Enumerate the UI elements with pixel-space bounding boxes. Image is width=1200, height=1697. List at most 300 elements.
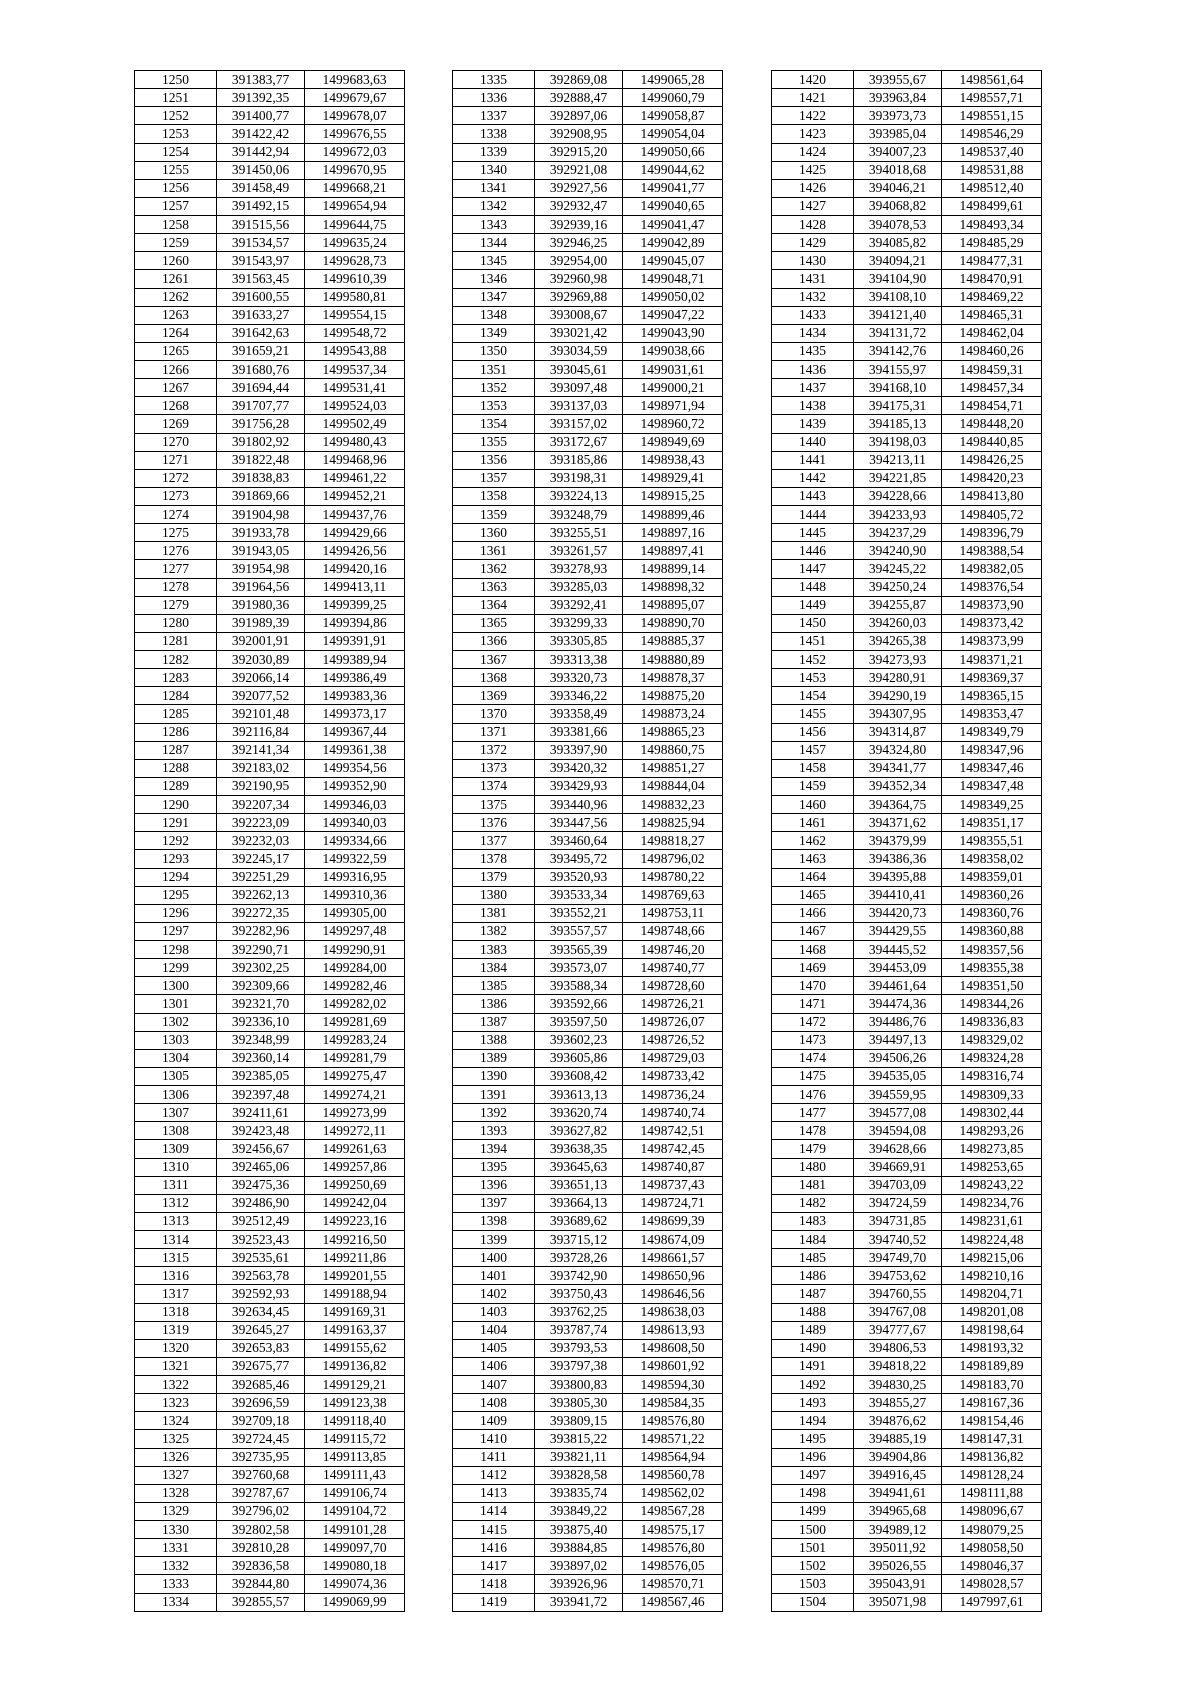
x-coordinate-cell: 391534,57 [217, 234, 305, 252]
point-number-cell: 1424 [772, 143, 854, 161]
y-coordinate-cell: 1498740,74 [623, 1104, 723, 1122]
table-row [135, 1285, 405, 1303]
x-coordinate-cell: 394341,77 [854, 759, 942, 777]
table-row [772, 179, 1042, 197]
x-coordinate-cell: 393034,59 [535, 342, 623, 360]
table-row [772, 759, 1042, 777]
y-coordinate-cell: 1499065,28 [623, 71, 723, 89]
x-coordinate-cell: 394453,09 [854, 959, 942, 977]
x-coordinate-cell: 392954,00 [535, 252, 623, 270]
table-row [453, 596, 723, 614]
x-coordinate-cell: 392653,83 [217, 1339, 305, 1357]
table-row [772, 578, 1042, 596]
table-row [772, 1013, 1042, 1031]
x-coordinate-cell: 394731,85 [854, 1212, 942, 1230]
table-row [453, 941, 723, 959]
x-coordinate-cell: 393985,04 [854, 125, 942, 143]
point-number-cell: 1369 [453, 687, 535, 705]
point-number-cell: 1271 [135, 451, 217, 469]
y-coordinate-cell: 1499223,16 [305, 1212, 405, 1230]
table-row [772, 1339, 1042, 1357]
table-row [453, 89, 723, 107]
x-coordinate-cell: 392207,34 [217, 796, 305, 814]
point-number-cell: 1493 [772, 1394, 854, 1412]
table-row [453, 1502, 723, 1520]
y-coordinate-cell: 1499104,72 [305, 1502, 405, 1520]
y-coordinate-cell: 1498344,26 [942, 995, 1042, 1013]
point-number-cell: 1421 [772, 89, 854, 107]
y-coordinate-cell: 1498210,16 [942, 1267, 1042, 1285]
x-coordinate-cell: 393787,74 [535, 1321, 623, 1339]
x-coordinate-cell: 394740,52 [854, 1231, 942, 1249]
y-coordinate-cell: 1499216,50 [305, 1231, 405, 1249]
point-number-cell: 1399 [453, 1231, 535, 1249]
x-coordinate-cell: 394559,95 [854, 1086, 942, 1104]
y-coordinate-cell: 1498420,23 [942, 469, 1042, 487]
point-number-cell: 1396 [453, 1176, 535, 1194]
y-coordinate-cell: 1499201,55 [305, 1267, 405, 1285]
point-number-cell: 1397 [453, 1194, 535, 1212]
y-coordinate-cell: 1498128,24 [942, 1466, 1042, 1484]
y-coordinate-cell: 1498469,22 [942, 288, 1042, 306]
table-row [772, 1412, 1042, 1430]
y-coordinate-cell: 1498860,75 [623, 741, 723, 759]
table-row [772, 306, 1042, 324]
x-coordinate-cell: 393565,39 [535, 941, 623, 959]
x-coordinate-cell: 393305,85 [535, 632, 623, 650]
point-number-cell: 1430 [772, 252, 854, 270]
point-number-cell: 1380 [453, 886, 535, 904]
x-coordinate-cell: 394213,11 [854, 451, 942, 469]
point-number-cell: 1405 [453, 1339, 535, 1357]
point-number-cell: 1389 [453, 1049, 535, 1067]
point-number-cell: 1456 [772, 723, 854, 741]
x-coordinate-cell: 391989,39 [217, 614, 305, 632]
table-row [772, 1502, 1042, 1520]
x-coordinate-cell: 391600,55 [217, 288, 305, 306]
point-number-cell: 1473 [772, 1031, 854, 1049]
table-row [453, 741, 723, 759]
table-row [135, 560, 405, 578]
point-number-cell: 1300 [135, 977, 217, 995]
point-number-cell: 1263 [135, 306, 217, 324]
x-coordinate-cell: 392336,10 [217, 1013, 305, 1031]
x-coordinate-cell: 393157,02 [535, 415, 623, 433]
table-row [135, 886, 405, 904]
x-coordinate-cell: 393255,51 [535, 524, 623, 542]
table-row [772, 1394, 1042, 1412]
table-row [135, 324, 405, 342]
x-coordinate-cell: 393828,58 [535, 1466, 623, 1484]
coordinates-table-2 [452, 70, 723, 1612]
point-number-cell: 1434 [772, 324, 854, 342]
x-coordinate-cell: 393198,31 [535, 469, 623, 487]
table-row [772, 324, 1042, 342]
x-coordinate-cell: 391980,36 [217, 596, 305, 614]
x-coordinate-cell: 393926,96 [535, 1575, 623, 1593]
x-coordinate-cell: 393602,23 [535, 1031, 623, 1049]
point-number-cell: 1477 [772, 1104, 854, 1122]
table-row [453, 1412, 723, 1430]
y-coordinate-cell: 1498460,26 [942, 342, 1042, 360]
x-coordinate-cell: 393495,72 [535, 850, 623, 868]
x-coordinate-cell: 393800,83 [535, 1376, 623, 1394]
point-number-cell: 1315 [135, 1249, 217, 1267]
x-coordinate-cell: 393285,03 [535, 578, 623, 596]
y-coordinate-cell: 1498576,80 [623, 1412, 723, 1430]
x-coordinate-cell: 394046,21 [854, 179, 942, 197]
x-coordinate-cell: 391458,49 [217, 179, 305, 197]
x-coordinate-cell: 394280,91 [854, 669, 942, 687]
point-number-cell: 1316 [135, 1267, 217, 1285]
table-row [453, 723, 723, 741]
x-coordinate-cell: 393299,33 [535, 614, 623, 632]
y-coordinate-cell: 1498355,51 [942, 832, 1042, 850]
x-coordinate-cell: 393557,57 [535, 922, 623, 940]
x-coordinate-cell: 393278,93 [535, 560, 623, 578]
y-coordinate-cell: 1498136,82 [942, 1448, 1042, 1466]
x-coordinate-cell: 394142,76 [854, 342, 942, 360]
point-number-cell: 1387 [453, 1013, 535, 1031]
y-coordinate-cell: 1498570,71 [623, 1575, 723, 1593]
point-number-cell: 1408 [453, 1394, 535, 1412]
y-coordinate-cell: 1498079,25 [942, 1521, 1042, 1539]
point-number-cell: 1443 [772, 487, 854, 505]
point-number-cell: 1307 [135, 1104, 217, 1122]
table-row [772, 1521, 1042, 1539]
point-number-cell: 1297 [135, 922, 217, 940]
table-row [135, 506, 405, 524]
y-coordinate-cell: 1498733,42 [623, 1067, 723, 1085]
table-row [135, 270, 405, 288]
table-row [772, 832, 1042, 850]
point-number-cell: 1264 [135, 324, 217, 342]
y-coordinate-cell: 1498499,61 [942, 197, 1042, 215]
table-row [453, 216, 723, 234]
x-coordinate-cell: 393552,21 [535, 904, 623, 922]
y-coordinate-cell: 1498832,23 [623, 796, 723, 814]
y-coordinate-cell: 1499531,41 [305, 379, 405, 397]
point-number-cell: 1460 [772, 796, 854, 814]
table-row [453, 832, 723, 850]
table-row [772, 850, 1042, 868]
y-coordinate-cell: 1498561,64 [942, 71, 1042, 89]
point-number-cell: 1472 [772, 1013, 854, 1031]
table-row [772, 1249, 1042, 1267]
point-number-cell: 1292 [135, 832, 217, 850]
point-number-cell: 1435 [772, 342, 854, 360]
y-coordinate-cell: 1498873,24 [623, 705, 723, 723]
point-number-cell: 1335 [453, 71, 535, 89]
table-row [453, 1212, 723, 1230]
x-coordinate-cell: 393715,12 [535, 1231, 623, 1249]
table-row [135, 1140, 405, 1158]
y-coordinate-cell: 1499672,03 [305, 143, 405, 161]
y-coordinate-cell: 1499080,18 [305, 1557, 405, 1575]
table-row [135, 922, 405, 940]
x-coordinate-cell: 392486,90 [217, 1194, 305, 1212]
table-row [772, 922, 1042, 940]
table-row [772, 252, 1042, 270]
y-coordinate-cell: 1499058,87 [623, 107, 723, 125]
x-coordinate-cell: 393008,67 [535, 306, 623, 324]
point-number-cell: 1256 [135, 179, 217, 197]
point-number-cell: 1438 [772, 397, 854, 415]
table-row [453, 324, 723, 342]
x-coordinate-cell: 391450,06 [217, 161, 305, 179]
table-row [453, 1285, 723, 1303]
table-row [453, 487, 723, 505]
y-coordinate-cell: 1498825,94 [623, 814, 723, 832]
y-coordinate-cell: 1498405,72 [942, 506, 1042, 524]
x-coordinate-cell: 394273,93 [854, 651, 942, 669]
table-row [135, 1212, 405, 1230]
point-number-cell: 1325 [135, 1430, 217, 1448]
y-coordinate-cell: 1498111,88 [942, 1484, 1042, 1502]
point-number-cell: 1465 [772, 886, 854, 904]
x-coordinate-cell: 394221,85 [854, 469, 942, 487]
y-coordinate-cell: 1498915,25 [623, 487, 723, 505]
y-coordinate-cell: 1499050,02 [623, 288, 723, 306]
table-row [772, 1231, 1042, 1249]
y-coordinate-cell: 1498780,22 [623, 868, 723, 886]
table-row [772, 1140, 1042, 1158]
y-coordinate-cell: 1499554,15 [305, 306, 405, 324]
point-number-cell: 1471 [772, 995, 854, 1013]
y-coordinate-cell: 1498189,89 [942, 1357, 1042, 1375]
table-row [135, 959, 405, 977]
y-coordinate-cell: 1499123,38 [305, 1394, 405, 1412]
table-row [453, 1267, 723, 1285]
table-row [453, 1557, 723, 1575]
point-number-cell: 1457 [772, 741, 854, 759]
table-row [453, 1339, 723, 1357]
point-number-cell: 1348 [453, 306, 535, 324]
y-coordinate-cell: 1498769,63 [623, 886, 723, 904]
y-coordinate-cell: 1498575,17 [623, 1521, 723, 1539]
point-number-cell: 1476 [772, 1086, 854, 1104]
x-coordinate-cell: 394131,72 [854, 324, 942, 342]
x-coordinate-cell: 391515,56 [217, 216, 305, 234]
table-row [453, 614, 723, 632]
x-coordinate-cell: 394228,66 [854, 487, 942, 505]
point-number-cell: 1466 [772, 904, 854, 922]
table-row [772, 1158, 1042, 1176]
y-coordinate-cell: 1499169,31 [305, 1303, 405, 1321]
point-number-cell: 1372 [453, 741, 535, 759]
y-coordinate-cell: 1498560,78 [623, 1466, 723, 1484]
y-coordinate-cell: 1498564,94 [623, 1448, 723, 1466]
point-number-cell: 1303 [135, 1031, 217, 1049]
table-row [453, 995, 723, 1013]
y-coordinate-cell: 1498753,11 [623, 904, 723, 922]
point-number-cell: 1275 [135, 524, 217, 542]
y-coordinate-cell: 1499383,36 [305, 687, 405, 705]
x-coordinate-cell: 394245,22 [854, 560, 942, 578]
x-coordinate-cell: 394104,90 [854, 270, 942, 288]
x-coordinate-cell: 394818,22 [854, 1357, 942, 1375]
point-number-cell: 1394 [453, 1140, 535, 1158]
table-row [772, 469, 1042, 487]
point-number-cell: 1401 [453, 1267, 535, 1285]
x-coordinate-cell: 394018,68 [854, 161, 942, 179]
x-coordinate-cell: 393645,63 [535, 1158, 623, 1176]
point-number-cell: 1451 [772, 632, 854, 650]
y-coordinate-cell: 1498309,33 [942, 1086, 1042, 1104]
table-row [453, 542, 723, 560]
y-coordinate-cell: 1498376,54 [942, 578, 1042, 596]
y-coordinate-cell: 1499211,86 [305, 1249, 405, 1267]
table-row [772, 143, 1042, 161]
x-coordinate-cell: 395026,55 [854, 1557, 942, 1575]
table-row [453, 777, 723, 795]
point-number-cell: 1283 [135, 669, 217, 687]
x-coordinate-cell: 392921,08 [535, 161, 623, 179]
point-number-cell: 1375 [453, 796, 535, 814]
table-row [135, 1303, 405, 1321]
point-number-cell: 1492 [772, 1376, 854, 1394]
point-number-cell: 1254 [135, 143, 217, 161]
table-row [453, 651, 723, 669]
point-number-cell: 1310 [135, 1158, 217, 1176]
y-coordinate-cell: 1499429,66 [305, 524, 405, 542]
table-row [772, 796, 1042, 814]
table-row [772, 234, 1042, 252]
table-row [453, 1484, 723, 1502]
table-row [135, 1267, 405, 1285]
table-row [772, 1466, 1042, 1484]
point-number-cell: 1420 [772, 71, 854, 89]
y-coordinate-cell: 1498929,41 [623, 469, 723, 487]
y-coordinate-cell: 1498347,46 [942, 759, 1042, 777]
x-coordinate-cell: 392685,46 [217, 1376, 305, 1394]
y-coordinate-cell: 1498898,32 [623, 578, 723, 596]
point-number-cell: 1277 [135, 560, 217, 578]
y-coordinate-cell: 1499340,03 [305, 814, 405, 832]
y-coordinate-cell: 1499048,71 [623, 270, 723, 288]
x-coordinate-cell: 391442,94 [217, 143, 305, 161]
table-row [772, 596, 1042, 614]
point-number-cell: 1321 [135, 1357, 217, 1375]
x-coordinate-cell: 393172,67 [535, 433, 623, 451]
y-coordinate-cell: 1499461,22 [305, 469, 405, 487]
y-coordinate-cell: 1498365,15 [942, 687, 1042, 705]
table-row [772, 415, 1042, 433]
table-row [772, 524, 1042, 542]
y-coordinate-cell: 1499111,43 [305, 1466, 405, 1484]
x-coordinate-cell: 394724,59 [854, 1194, 942, 1212]
point-number-cell: 1467 [772, 922, 854, 940]
point-number-cell: 1327 [135, 1466, 217, 1484]
table-row [453, 1430, 723, 1448]
x-coordinate-cell: 393346,22 [535, 687, 623, 705]
x-coordinate-cell: 393592,66 [535, 995, 623, 1013]
y-coordinate-cell: 1498388,54 [942, 542, 1042, 560]
y-coordinate-cell: 1498646,56 [623, 1285, 723, 1303]
x-coordinate-cell: 391400,77 [217, 107, 305, 125]
point-number-cell: 1426 [772, 179, 854, 197]
point-number-cell: 1463 [772, 850, 854, 868]
point-number-cell: 1345 [453, 252, 535, 270]
y-coordinate-cell: 1498576,05 [623, 1557, 723, 1575]
y-coordinate-cell: 1498608,50 [623, 1339, 723, 1357]
x-coordinate-cell: 392423,48 [217, 1122, 305, 1140]
point-number-cell: 1370 [453, 705, 535, 723]
x-coordinate-cell: 393941,72 [535, 1593, 623, 1611]
y-coordinate-cell: 1498512,40 [942, 179, 1042, 197]
point-number-cell: 1265 [135, 342, 217, 360]
x-coordinate-cell: 393815,22 [535, 1430, 623, 1448]
point-number-cell: 1318 [135, 1303, 217, 1321]
table-row [453, 433, 723, 451]
x-coordinate-cell: 391383,77 [217, 71, 305, 89]
y-coordinate-cell: 1498880,89 [623, 651, 723, 669]
x-coordinate-cell: 392251,29 [217, 868, 305, 886]
table-row [772, 1376, 1042, 1394]
y-coordinate-cell: 1499281,69 [305, 1013, 405, 1031]
point-number-cell: 1495 [772, 1430, 854, 1448]
y-coordinate-cell: 1499628,73 [305, 252, 405, 270]
y-coordinate-cell: 1499000,21 [623, 379, 723, 397]
table-row [135, 904, 405, 922]
x-coordinate-cell: 394185,13 [854, 415, 942, 433]
y-coordinate-cell: 1499413,11 [305, 578, 405, 596]
point-number-cell: 1442 [772, 469, 854, 487]
y-coordinate-cell: 1499097,70 [305, 1539, 405, 1557]
table-row [772, 487, 1042, 505]
y-coordinate-cell: 1498546,29 [942, 125, 1042, 143]
y-coordinate-cell: 1499257,86 [305, 1158, 405, 1176]
x-coordinate-cell: 392932,47 [535, 197, 623, 215]
x-coordinate-cell: 394806,53 [854, 1339, 942, 1357]
point-number-cell: 1320 [135, 1339, 217, 1357]
y-coordinate-cell: 1498899,46 [623, 506, 723, 524]
table-row [772, 161, 1042, 179]
y-coordinate-cell: 1499155,62 [305, 1339, 405, 1357]
point-number-cell: 1274 [135, 506, 217, 524]
x-coordinate-cell: 394250,24 [854, 578, 942, 596]
point-number-cell: 1411 [453, 1448, 535, 1466]
table-row [772, 379, 1042, 397]
point-number-cell: 1429 [772, 234, 854, 252]
point-number-cell: 1378 [453, 850, 535, 868]
point-number-cell: 1441 [772, 451, 854, 469]
table-row [135, 1049, 405, 1067]
x-coordinate-cell: 392282,96 [217, 922, 305, 940]
table-row [453, 1466, 723, 1484]
point-number-cell: 1340 [453, 161, 535, 179]
y-coordinate-cell: 1499041,77 [623, 179, 723, 197]
point-number-cell: 1498 [772, 1484, 854, 1502]
x-coordinate-cell: 393460,64 [535, 832, 623, 850]
y-coordinate-cell: 1498562,02 [623, 1484, 723, 1502]
point-number-cell: 1253 [135, 125, 217, 143]
x-coordinate-cell: 392836,58 [217, 1557, 305, 1575]
x-coordinate-cell: 394760,55 [854, 1285, 942, 1303]
table-row [772, 1539, 1042, 1557]
table-row [135, 216, 405, 234]
table-row [453, 234, 723, 252]
x-coordinate-cell: 394068,82 [854, 197, 942, 215]
table-row [772, 1303, 1042, 1321]
point-number-cell: 1337 [453, 107, 535, 125]
table-row [453, 143, 723, 161]
point-number-cell: 1299 [135, 959, 217, 977]
x-coordinate-cell: 392456,67 [217, 1140, 305, 1158]
point-number-cell: 1339 [453, 143, 535, 161]
x-coordinate-cell: 392141,34 [217, 741, 305, 759]
x-coordinate-cell: 394885,19 [854, 1430, 942, 1448]
